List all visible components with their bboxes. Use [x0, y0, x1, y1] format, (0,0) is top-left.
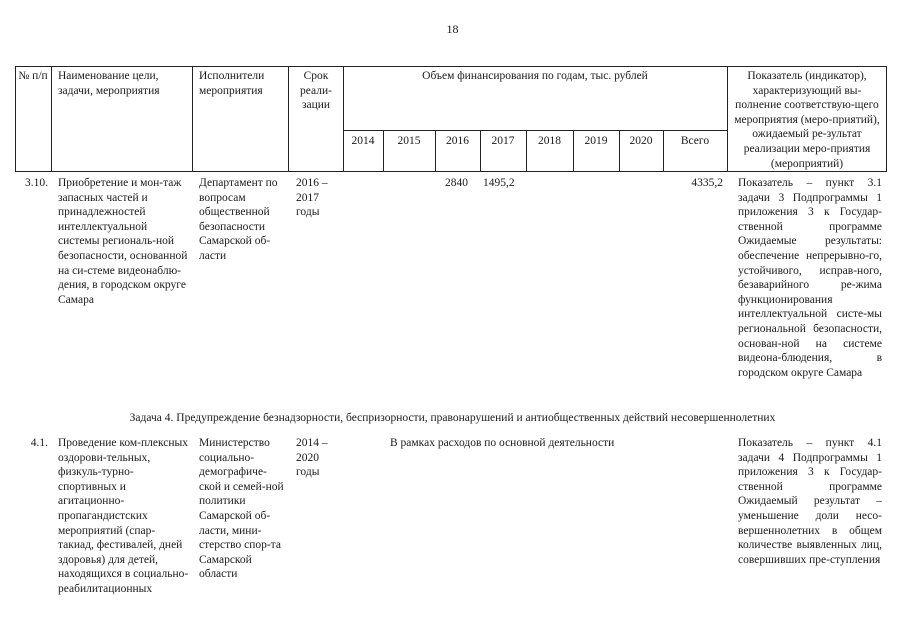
header-indicator: Показатель (индикатор), характеризующий вы-полнение соответствую-щего мероприятия (меро-приятий), ожидаемый ре-зультат реализации меро-приятия (мероприятий) [734, 70, 880, 170]
header-financing: Объем финансирования по годам, тыс. рублей [422, 70, 648, 82]
header-term: Срок реали-зации [300, 70, 332, 112]
row-indicator: Показатель – пункт 3.1 задачи 3 Подпрограммы 1 приложения 3 к Государ-ственной программе Ожидаемые результаты: обеспечение непрерывно-го, устойчивого, исправ-ного, безаварийного ре-жима функционирования интеллектуальной систе-мы региональной безопасности, основан-ной на системе видеона-блюдения, в городском округе Самара [738, 177, 882, 379]
header-year-2016: 2016 [446, 135, 469, 147]
row-financing-note: В рамках расходов по основной деятельности [390, 437, 615, 449]
header-year-2019: 2019 [584, 135, 608, 147]
header-year-2014: 2014 [351, 135, 375, 147]
header-num: № п/п [18, 70, 48, 82]
header-year-2018: 2018 [538, 135, 561, 147]
row-num: 3.10. [25, 177, 48, 189]
header-total: Всего [680, 135, 710, 147]
header-name: Наименование цели, задачи, мероприятия [58, 70, 160, 97]
row-executors: Министерство социально-демографиче-ской и семей-ной политики Самарской об-ласти, мини-стерство спор-та Самарской области [199, 437, 284, 581]
row-name: Приобретение и мон-таж запасных частей и принадлежностей интеллектуальной системы региональ-ной безопасности, основанной на си-стеме видеонаблю-дения, в городском округе Самара [58, 177, 188, 306]
row-num: 4.1. [30, 437, 48, 449]
row-value-total: 4335,2 [691, 177, 723, 189]
row-value-2017: 1495,2 [483, 177, 515, 189]
row-executors: Департамент по вопросам общественной безопасности Самарской об-ласти [199, 177, 278, 262]
header-year-2020: 2020 [629, 135, 653, 147]
page-number: 18 [446, 22, 459, 36]
row-name: Проведение ком-плексных оздорови-тельных, физкуль-турно-спортивных и агитационно-пропагандистских мероприятий (спар-такиад, фестивалей, дней здоровья) для детей, находящихся в социально-реабилитационных [58, 437, 189, 595]
row-term: 2016 – 2017 годы [296, 177, 328, 219]
task-4-heading: Задача 4. Предупреждение безнадзорности, беспризорности, правонарушений и антиобщественных действий несовершеннолетних [129, 412, 776, 424]
header-year-2017: 2017 [491, 135, 515, 147]
header-executors: Исполнители мероприятия [199, 70, 265, 97]
row-value-2016: 2840 [445, 177, 468, 189]
row-indicator: Показатель – пункт 4.1 задачи 4 Подпрограммы 1 приложения 3 к Государ-ственной программе Ожидаемый результат – уменьшение доли несо-вершеннолетних в общем количестве выявленных лиц, совершивших пре-ступления [738, 437, 882, 566]
header-year-2015: 2015 [397, 135, 421, 147]
row-term: 2014 – 2020 годы [296, 437, 328, 479]
